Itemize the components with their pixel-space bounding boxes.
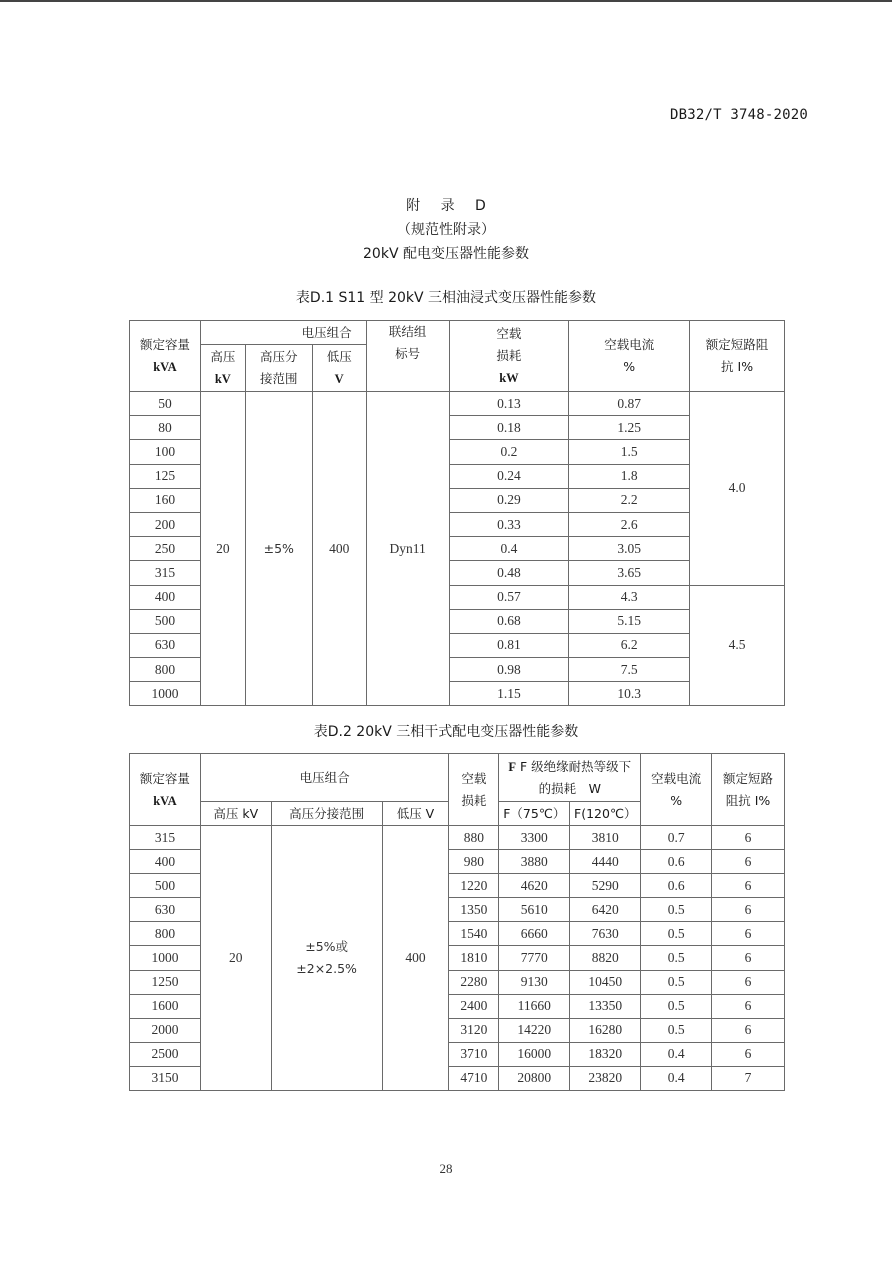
header-noload-current: 空载电流 % bbox=[569, 321, 690, 392]
noload-loss-cell: 1.15 bbox=[449, 682, 569, 706]
f120-loss-cell: 5290 bbox=[570, 874, 641, 898]
noload-loss-cell: 1220 bbox=[449, 874, 499, 898]
capacity-cell: 800 bbox=[130, 922, 201, 946]
header-lv: 低压 V bbox=[382, 802, 449, 826]
f120-loss-cell: 10450 bbox=[570, 970, 641, 994]
noload-current-cell: 2.6 bbox=[569, 512, 690, 536]
f75-loss-cell: 11660 bbox=[499, 994, 570, 1018]
noload-current-cell: 0.5 bbox=[641, 898, 712, 922]
appendix-title: 附 录 D bbox=[406, 198, 494, 214]
noload-current-cell: 4.3 bbox=[569, 585, 690, 609]
noload-loss-cell: 0.98 bbox=[449, 658, 569, 682]
capacity-cell: 250 bbox=[130, 537, 201, 561]
noload-current-cell: 0.5 bbox=[641, 994, 712, 1018]
tap-range-line: ±5%或 bbox=[305, 939, 349, 955]
noload-current-cell: 0.4 bbox=[641, 1042, 712, 1066]
page-top-border bbox=[0, 0, 892, 2]
impedance-cell: 6 bbox=[712, 994, 785, 1018]
header-hv: 高压 kV bbox=[200, 345, 245, 392]
capacity-cell: 630 bbox=[130, 633, 201, 657]
header-capacity: 额定容量 kVA bbox=[130, 321, 201, 392]
noload-loss-cell: 1350 bbox=[449, 898, 499, 922]
noload-current-cell: 0.6 bbox=[641, 850, 712, 874]
impedance-cell: 6 bbox=[712, 1018, 785, 1042]
noload-current-cell: 0.87 bbox=[569, 392, 690, 416]
tap-range-cell bbox=[271, 826, 382, 1091]
capacity-cell: 315 bbox=[130, 826, 201, 850]
capacity-cell: 630 bbox=[130, 898, 201, 922]
noload-current-cell: 2.2 bbox=[569, 488, 690, 512]
page-number: 28 bbox=[439, 1161, 453, 1176]
noload-current-cell: 5.15 bbox=[569, 609, 690, 633]
noload-loss-cell: 0.2 bbox=[449, 440, 569, 464]
noload-loss-cell: 0.13 bbox=[449, 392, 569, 416]
noload-current-cell: 0.5 bbox=[641, 946, 712, 970]
noload-current-cell: 3.65 bbox=[569, 561, 690, 585]
impedance-cell: 7 bbox=[712, 1066, 785, 1090]
noload-loss-cell: 0.33 bbox=[449, 512, 569, 536]
f75-loss-cell: 4620 bbox=[499, 874, 570, 898]
noload-current-cell: 0.5 bbox=[641, 1018, 712, 1042]
f120-loss-cell: 8820 bbox=[570, 946, 641, 970]
noload-loss-cell: 980 bbox=[449, 850, 499, 874]
capacity-cell: 200 bbox=[130, 512, 201, 536]
noload-loss-cell: 2400 bbox=[449, 994, 499, 1018]
noload-loss-cell: 0.68 bbox=[449, 609, 569, 633]
capacity-cell: 160 bbox=[130, 488, 201, 512]
header-noload-loss: 空载 损耗 bbox=[449, 754, 499, 826]
appendix-heading: 20kV 配电变压器性能参数 bbox=[363, 246, 529, 262]
noload-current-cell: 1.8 bbox=[569, 464, 690, 488]
tap-range-cell: ±5% bbox=[245, 392, 312, 706]
noload-loss-cell: 3120 bbox=[449, 1018, 499, 1042]
lv-cell: 400 bbox=[312, 392, 366, 706]
header-f120: F(120℃） bbox=[570, 802, 641, 826]
noload-current-cell: 0.7 bbox=[641, 826, 712, 850]
capacity-cell: 2000 bbox=[130, 1018, 201, 1042]
hv-cell: 20 bbox=[200, 392, 245, 706]
impedance-cell: 6 bbox=[712, 850, 785, 874]
f120-loss-cell: 3810 bbox=[570, 826, 641, 850]
noload-current-cell: 7.5 bbox=[569, 658, 690, 682]
document-code: DB32/T 3748-2020 bbox=[669, 107, 808, 123]
noload-loss-cell: 0.24 bbox=[449, 464, 569, 488]
header-noload-current: 空载电流 % bbox=[641, 754, 712, 826]
noload-current-cell: 3.05 bbox=[569, 537, 690, 561]
impedance-cell: 6 bbox=[712, 970, 785, 994]
impedance-cell: 6 bbox=[712, 922, 785, 946]
noload-loss-cell: 4710 bbox=[449, 1066, 499, 1090]
f120-loss-cell: 23820 bbox=[570, 1066, 641, 1090]
header-hv: 高压 kV bbox=[200, 802, 271, 826]
f75-loss-cell: 20800 bbox=[499, 1066, 570, 1090]
table2-caption: 表D.2 20kV 三相干式配电变压器性能参数 bbox=[313, 724, 579, 740]
capacity-cell: 80 bbox=[130, 416, 201, 440]
lv-cell: 400 bbox=[382, 826, 449, 1091]
f120-loss-cell: 4440 bbox=[570, 850, 641, 874]
appendix-subtitle: （规范性附录） bbox=[397, 222, 495, 238]
f75-loss-cell: 16000 bbox=[499, 1042, 570, 1066]
header-tap-range: 高压分 接范围 bbox=[245, 345, 312, 392]
impedance-cell: 4.5 bbox=[690, 585, 785, 706]
capacity-cell: 1250 bbox=[130, 970, 201, 994]
noload-loss-cell: 2280 bbox=[449, 970, 499, 994]
capacity-cell: 400 bbox=[130, 850, 201, 874]
hv-cell: 20 bbox=[200, 826, 271, 1091]
capacity-cell: 400 bbox=[130, 585, 201, 609]
impedance-cell: 6 bbox=[712, 898, 785, 922]
header-capacity: 额定容量 kVA bbox=[130, 754, 201, 826]
capacity-cell: 800 bbox=[130, 658, 201, 682]
noload-loss-cell: 0.81 bbox=[449, 633, 569, 657]
capacity-cell: 1000 bbox=[130, 682, 201, 706]
header-noload-loss: 空载 损耗 kW bbox=[449, 321, 569, 392]
f120-loss-cell: 16280 bbox=[570, 1018, 641, 1042]
noload-current-cell: 0.6 bbox=[641, 874, 712, 898]
header-lv: 低压 V bbox=[312, 345, 366, 392]
table-oil-transformer bbox=[129, 320, 785, 706]
header-f-class-loss: F F 级绝缘耐热等级下 的损耗 W bbox=[499, 754, 641, 802]
noload-current-cell: 0.5 bbox=[641, 970, 712, 994]
noload-loss-cell: 0.57 bbox=[449, 585, 569, 609]
f120-loss-cell: 6420 bbox=[570, 898, 641, 922]
f75-loss-cell: 5610 bbox=[499, 898, 570, 922]
capacity-cell: 1000 bbox=[130, 946, 201, 970]
tap-range-line: ±2×2.5% bbox=[296, 961, 357, 977]
impedance-cell: 6 bbox=[712, 826, 785, 850]
f75-loss-cell: 7770 bbox=[499, 946, 570, 970]
f120-loss-cell: 13350 bbox=[570, 994, 641, 1018]
f120-loss-cell: 18320 bbox=[570, 1042, 641, 1066]
f75-loss-cell: 3880 bbox=[499, 850, 570, 874]
capacity-cell: 3150 bbox=[130, 1066, 201, 1090]
capacity-cell: 500 bbox=[130, 609, 201, 633]
header-impedance: 额定短路阻 抗 I% bbox=[690, 321, 785, 392]
noload-loss-cell: 0.18 bbox=[449, 416, 569, 440]
noload-loss-cell: 0.4 bbox=[449, 537, 569, 561]
header-voltage-group: 电压组合 bbox=[200, 321, 366, 345]
vector-group-cell: Dyn11 bbox=[366, 392, 449, 706]
noload-current-cell: 1.5 bbox=[569, 440, 690, 464]
capacity-cell: 1600 bbox=[130, 994, 201, 1018]
header-f75: F（75℃） bbox=[499, 802, 570, 826]
f75-loss-cell: 3300 bbox=[499, 826, 570, 850]
table-dry-transformer bbox=[129, 753, 785, 1091]
impedance-cell: 6 bbox=[712, 874, 785, 898]
impedance-cell: 4.0 bbox=[690, 392, 785, 586]
noload-loss-cell: 0.29 bbox=[449, 488, 569, 512]
table-row bbox=[130, 826, 785, 850]
header-tap-range: 高压分接范围 bbox=[271, 802, 382, 826]
noload-loss-cell: 3710 bbox=[449, 1042, 499, 1066]
f75-loss-cell: 6660 bbox=[499, 922, 570, 946]
noload-current-cell: 1.25 bbox=[569, 416, 690, 440]
impedance-cell: 6 bbox=[712, 946, 785, 970]
f75-loss-cell: 9130 bbox=[499, 970, 570, 994]
header-impedance: 额定短路 阻抗 I% bbox=[712, 754, 785, 826]
table-row bbox=[130, 392, 785, 416]
f120-loss-cell: 7630 bbox=[570, 922, 641, 946]
header-voltage-group: 电压组合 bbox=[200, 754, 449, 802]
noload-current-cell: 0.5 bbox=[641, 922, 712, 946]
capacity-cell: 50 bbox=[130, 392, 201, 416]
noload-current-cell: 0.4 bbox=[641, 1066, 712, 1090]
header-vector-group: 联结组 标号 bbox=[366, 321, 449, 392]
capacity-cell: 315 bbox=[130, 561, 201, 585]
impedance-cell: 6 bbox=[712, 1042, 785, 1066]
capacity-cell: 500 bbox=[130, 874, 201, 898]
table1-caption: 表D.1 S11 型 20kV 三相油浸式变压器性能参数 bbox=[295, 290, 597, 306]
capacity-cell: 125 bbox=[130, 464, 201, 488]
noload-loss-cell: 1540 bbox=[449, 922, 499, 946]
noload-loss-cell: 1810 bbox=[449, 946, 499, 970]
noload-current-cell: 6.2 bbox=[569, 633, 690, 657]
noload-loss-cell: 0.48 bbox=[449, 561, 569, 585]
f75-loss-cell: 14220 bbox=[499, 1018, 570, 1042]
noload-loss-cell: 880 bbox=[449, 826, 499, 850]
capacity-cell: 2500 bbox=[130, 1042, 201, 1066]
noload-current-cell: 10.3 bbox=[569, 682, 690, 706]
capacity-cell: 100 bbox=[130, 440, 201, 464]
